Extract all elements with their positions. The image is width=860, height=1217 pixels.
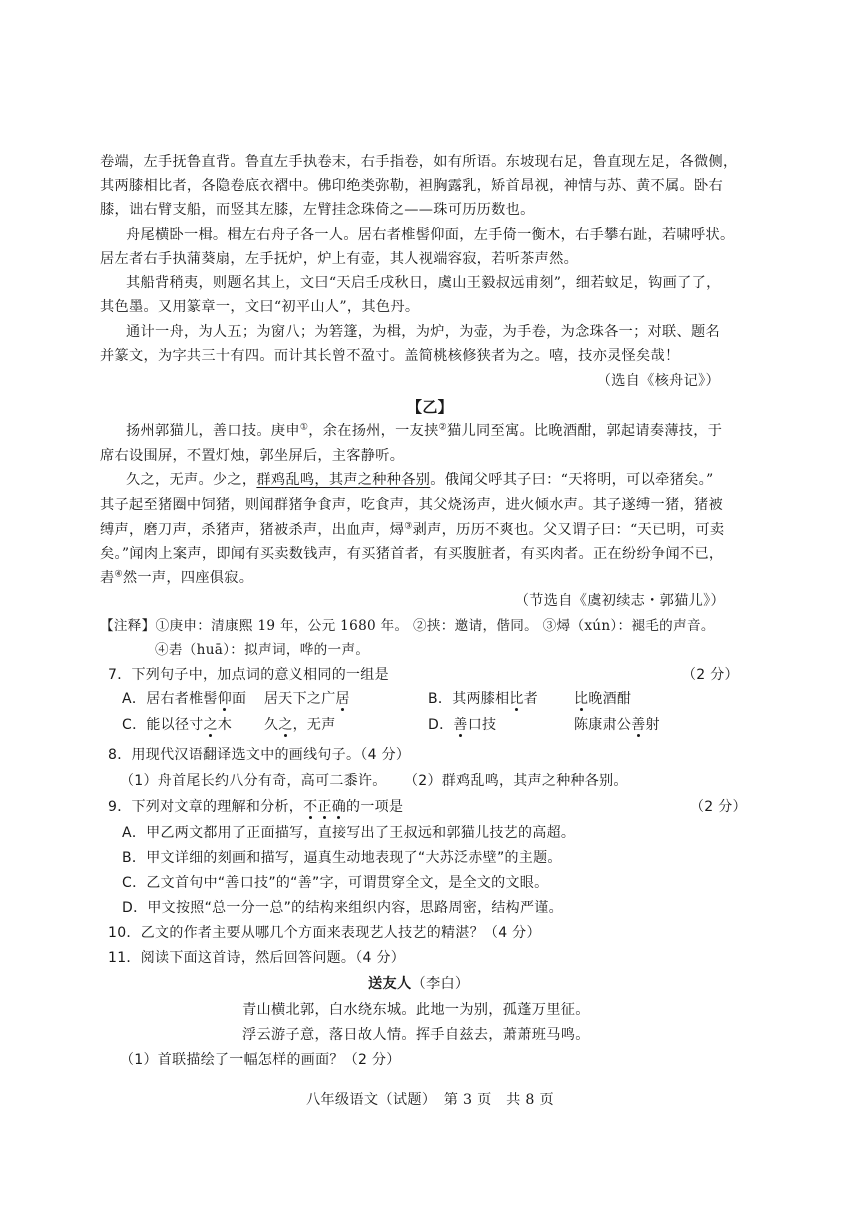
q10-stem: 10．乙文的作者主要从哪几个方面来表现艺人技艺的精湛？（4 分） (108, 925, 541, 941)
option-d-text2a: 陈康肃公 (574, 717, 632, 733)
q8-sentence-1: （1）舟首尾长约八分有奇，高可二黍许。 (120, 773, 387, 789)
dotted-word: 比 (574, 691, 589, 707)
q7-score: （2 分） (682, 667, 739, 683)
jia-line-7: 其色墨。又用篆章一，文曰“初平山人”，其色丹。 (100, 299, 420, 315)
yi-line-2: 席右设围屏，不置灯烛，郭坐屏后，主客静听。 (100, 448, 405, 464)
jia-line-8: 通计一舟，为人五；为窗八；为箬篷，为楫，为炉，为壶，为手卷，为念珠各一；对联、题名 (126, 324, 720, 340)
option-d-text2b: 射 (645, 717, 660, 733)
note-ref-4: ④ (114, 569, 123, 580)
yi-line-7 (100, 568, 253, 588)
option-a-text2: 居天下之广 (264, 691, 336, 707)
dotted-word: 之 (278, 717, 293, 733)
q9-option-c: C．乙文首句中“善口技”的“善”字，可谓贯穿全文，是全文的文眼。 (122, 875, 549, 891)
yi-line-1b: ，余在扬州，一友挟 (308, 423, 439, 439)
note-ref-1: ① (299, 422, 309, 433)
q7-option-b (428, 689, 538, 709)
q9-option-d: D．甲文按照“总一分一总”的结构来组织内容，思路周密，结构严谨。 (122, 900, 563, 916)
yi-line-1a: 扬州郭猫儿，善口技。庚申 (126, 423, 300, 439)
jia-line-2: 其两膝相比者，各隐卷底衣褶中。佛印绝类弥勒，袒胸露乳，矫首昂视，神情与苏、黄不属。卧右 (100, 178, 723, 194)
option-a-text1b: 面 (232, 691, 247, 707)
dotted-word: 善 (453, 717, 468, 733)
option-c-text2a: 久 (264, 717, 279, 733)
q11-stem: 11．阅读下面这首诗，然后回答问题。（4 分） (108, 950, 406, 966)
poem-title: 送友人 (368, 976, 412, 992)
option-b-text1b: 者 (523, 691, 539, 707)
q9-stem (108, 797, 403, 817)
yi-line-1 (126, 421, 722, 441)
q7-option-a (122, 689, 246, 709)
poem-line-1: 青山横北郭，白水绕东城。此地一为别，孤蓬万里征。 (242, 1002, 590, 1018)
option-b-label: B．其两膝相 (428, 691, 510, 707)
dotted-word: 不 (303, 799, 318, 815)
option-c-text1b: 木 (217, 717, 233, 733)
yi-line-5b: 剥声，历历不爽也。父又谓子曰：“天已明，可卖 (412, 522, 725, 538)
q7-option-b2 (574, 689, 631, 709)
q7-stem: 7．下列句子中，加点词的意义相同的一组是 (108, 667, 389, 683)
jia-line-6: 其船背稍夷，则题名其上，文曰“天启壬戌秋日，虞山王毅叔远甫刻”，细若蚊足，钩画了了， (126, 275, 721, 291)
yi-line-6: 矣。”闻肉上案声，即闻有买卖数钱声，有买猪首者，有买腹脏者，有买肉者。正在纷纷争闻不已， (100, 546, 724, 562)
yi-title: 【乙】 (407, 398, 453, 416)
poem-author: （李白） (411, 976, 470, 992)
q7-option-d (428, 715, 496, 735)
jia-source-text: （选自《核舟记》） (596, 373, 720, 389)
yi-line-1c: 猫儿同至寓。比晚酒酣，郭起请奏薄技，于 (447, 423, 723, 439)
jia-line-3: 膝，诎右臂支船，而竖其左膝，左臂挂念珠倚之——珠可历历数也。 (100, 202, 535, 218)
yi-line-3 (126, 470, 714, 490)
option-a-label: A． (122, 691, 147, 707)
underlined-sentence: 群鸡乱鸣，其声之种种各别 (256, 472, 431, 488)
dotted-word: 善 (631, 717, 646, 733)
yi-line-4: 其子起至猪圈中饲猪，则闻群猪争食声，吃食声，其父烧汤声，进火倾水声。其子遂缚一猪，猪被 (100, 497, 723, 513)
q7-option-c (122, 715, 232, 735)
option-d-label: D． (428, 717, 454, 733)
poem-title-line (368, 974, 469, 994)
poem-line-2: 浮云游子意，落日故人情。挥手自兹去，萧萧班马鸣。 (242, 1027, 590, 1043)
yi-line-5a: 缚声，磨刀声，杀猪声，猪被杀声，出血声，燖 (100, 522, 405, 538)
q8-stem: 8．用现代汉语翻译选文中的画线句子。（4 分） (108, 747, 411, 763)
page-footer: 八年级语文（试题） 第 3 页 共 8 页 (305, 1092, 555, 1108)
q7-option-c2 (264, 715, 336, 735)
notes-line-1: 【注释】①庚申：清康熙 19 年，公元 1680 年。 ②挟：邀请，偕同。 ③燖（xún）：褪毛的声音。 (100, 618, 715, 634)
yi-line-3b: 。俄闻父呼其子曰：“天将明，可以牵猪矣。” (430, 472, 714, 488)
option-a-text1: 居右者椎髻 (146, 691, 218, 707)
jia-source (560, 371, 720, 391)
q7-option-a2 (264, 689, 350, 709)
yi-line-5 (100, 520, 724, 540)
notes-line-2: ④砉（huā）：拟声词，哗的一声。 (155, 642, 370, 658)
yi-line-3a: 久之，无声。少之， (126, 472, 257, 488)
dotted-word: 确 (331, 799, 347, 815)
q7-option-d2 (574, 715, 660, 735)
dotted-word: 正 (317, 799, 332, 815)
q9-stem-b: 的一项是 (346, 799, 404, 815)
q11-sub-1: （1）首联描绘了一幅怎样的画面？（2 分） (120, 1052, 401, 1068)
yi-line-7a: 砉 (100, 570, 115, 586)
yi-source-text: （节选自《虞初续志・郭猫儿》） (514, 593, 725, 609)
yi-source (500, 591, 725, 611)
yi-line-7b: 然一声，四座俱寂。 (122, 570, 254, 586)
q9-stem-a: 9．下列对文章的理解和分析， (108, 799, 304, 815)
option-b-text2: 晚酒酣 (588, 691, 632, 707)
dotted-word: 居 (335, 691, 350, 707)
note-ref-3: ③ (404, 521, 413, 532)
option-c-label: C．能以径寸 (122, 717, 204, 733)
jia-line-5: 居左者右手执蒲葵扇，左手抚炉，炉上有壶，其人视端容寂，若听茶声然。 (100, 251, 579, 267)
q9-score: （2 分） (690, 799, 747, 815)
dotted-word: 仰 (217, 691, 232, 707)
dotted-word: 比 (509, 691, 524, 707)
jia-line-9: 并篆文，为字共三十有四。而计其长曾不盈寸。盖简桃核修狭者为之。嘻，技亦灵怪矣哉！ (100, 348, 680, 364)
q9-option-b: B．甲文详细的刻画和描写，逼真生动地表现了“大苏泛赤壁”的主题。 (122, 850, 562, 866)
jia-line-4: 舟尾横卧一楫。楫左右舟子各一人。居右者椎髻仰面，左手倚一衡木，右手攀右趾，若啸呼状。 (126, 227, 735, 243)
option-d-text1b: 口技 (467, 717, 497, 733)
q9-option-a: A．甲乙两文都用了正面描写，直接写出了王叔远和郭猫儿技艺的高超。 (122, 825, 576, 841)
q8-sentence-2: （2）群鸡乱鸣，其声之种种各别。 (404, 773, 628, 789)
option-c-text2b: ，无声 (292, 717, 336, 733)
jia-line-1: 卷端，左手抚鲁直背。鲁直左手执卷末，右手指卷，如有所语。东坡现右足，鲁直现左足，各微侧， (100, 154, 738, 170)
note-ref-2: ② (438, 422, 447, 433)
dotted-word: 之 (203, 717, 218, 733)
